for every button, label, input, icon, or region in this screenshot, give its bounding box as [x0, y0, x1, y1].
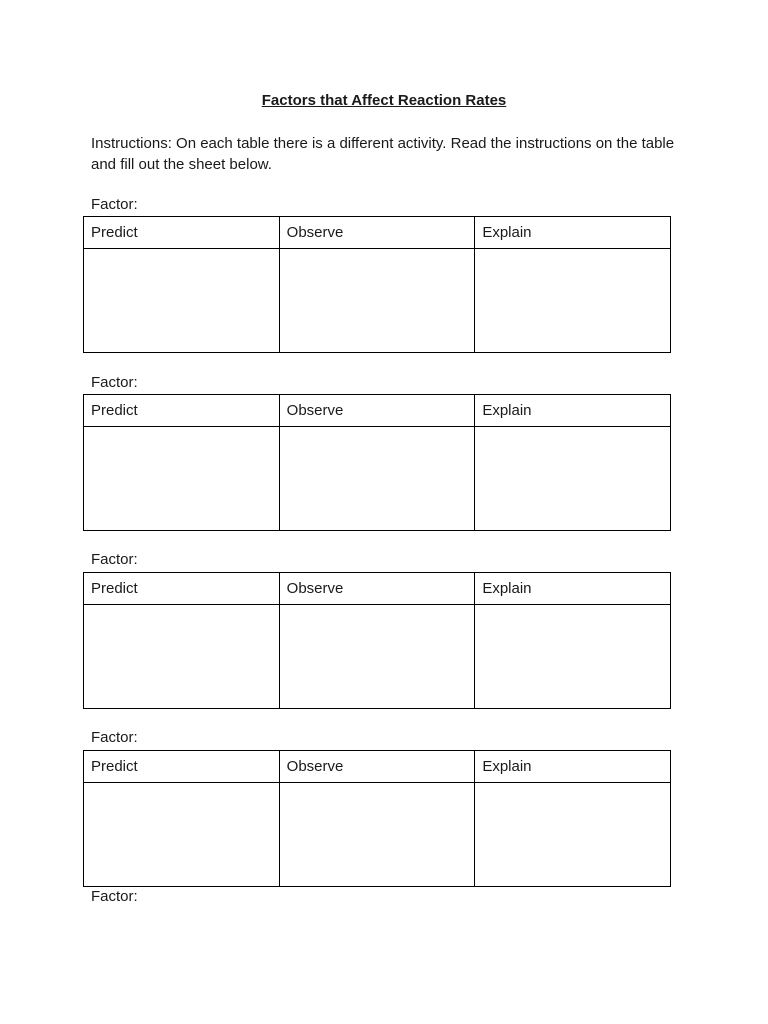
observe-header: Observe [279, 217, 475, 249]
answer-row [84, 605, 671, 709]
observe-answer-cell[interactable] [279, 249, 475, 353]
predict-answer-cell[interactable] [84, 249, 280, 353]
explain-header: Explain [475, 751, 671, 783]
factor-label: Factor: [91, 551, 138, 568]
predict-header: Predict [84, 217, 280, 249]
table-header-row [84, 573, 671, 605]
explain-answer-cell[interactable] [475, 605, 671, 709]
factor-label: Factor: [91, 729, 138, 746]
table-header-row [84, 751, 671, 783]
factor-label: Factor: [91, 374, 138, 391]
answer-row [84, 427, 671, 531]
observe-header: Observe [279, 573, 475, 605]
page-title: Factors that Affect Reaction Rates [261, 92, 507, 109]
predict-answer-cell[interactable] [84, 605, 280, 709]
factor-table [83, 750, 671, 887]
predict-header: Predict [84, 573, 280, 605]
table-header-row [84, 395, 671, 427]
instructions-text: Instructions: On each table there is a different activity. Read the instructions on the table and fill out the sheet below. [91, 135, 675, 173]
answer-row [84, 249, 671, 353]
table-header-row [84, 217, 671, 249]
observe-answer-cell[interactable] [279, 783, 475, 887]
predict-answer-cell[interactable] [84, 783, 280, 887]
factor-table [83, 572, 671, 709]
observe-header: Observe [279, 395, 475, 427]
explain-answer-cell[interactable] [475, 249, 671, 353]
explain-header: Explain [475, 395, 671, 427]
observe-answer-cell[interactable] [279, 605, 475, 709]
answer-row [84, 783, 671, 887]
observe-header: Observe [279, 751, 475, 783]
factor-table [83, 216, 671, 353]
observe-answer-cell[interactable] [279, 427, 475, 531]
explain-header: Explain [475, 573, 671, 605]
predict-answer-cell[interactable] [84, 427, 280, 531]
factor-label: Factor: [91, 196, 138, 213]
predict-header: Predict [84, 395, 280, 427]
explain-header: Explain [475, 217, 671, 249]
explain-answer-cell[interactable] [475, 783, 671, 887]
factor-table [83, 394, 671, 531]
predict-header: Predict [84, 751, 280, 783]
explain-answer-cell[interactable] [475, 427, 671, 531]
factor-label: Factor: [91, 888, 138, 905]
